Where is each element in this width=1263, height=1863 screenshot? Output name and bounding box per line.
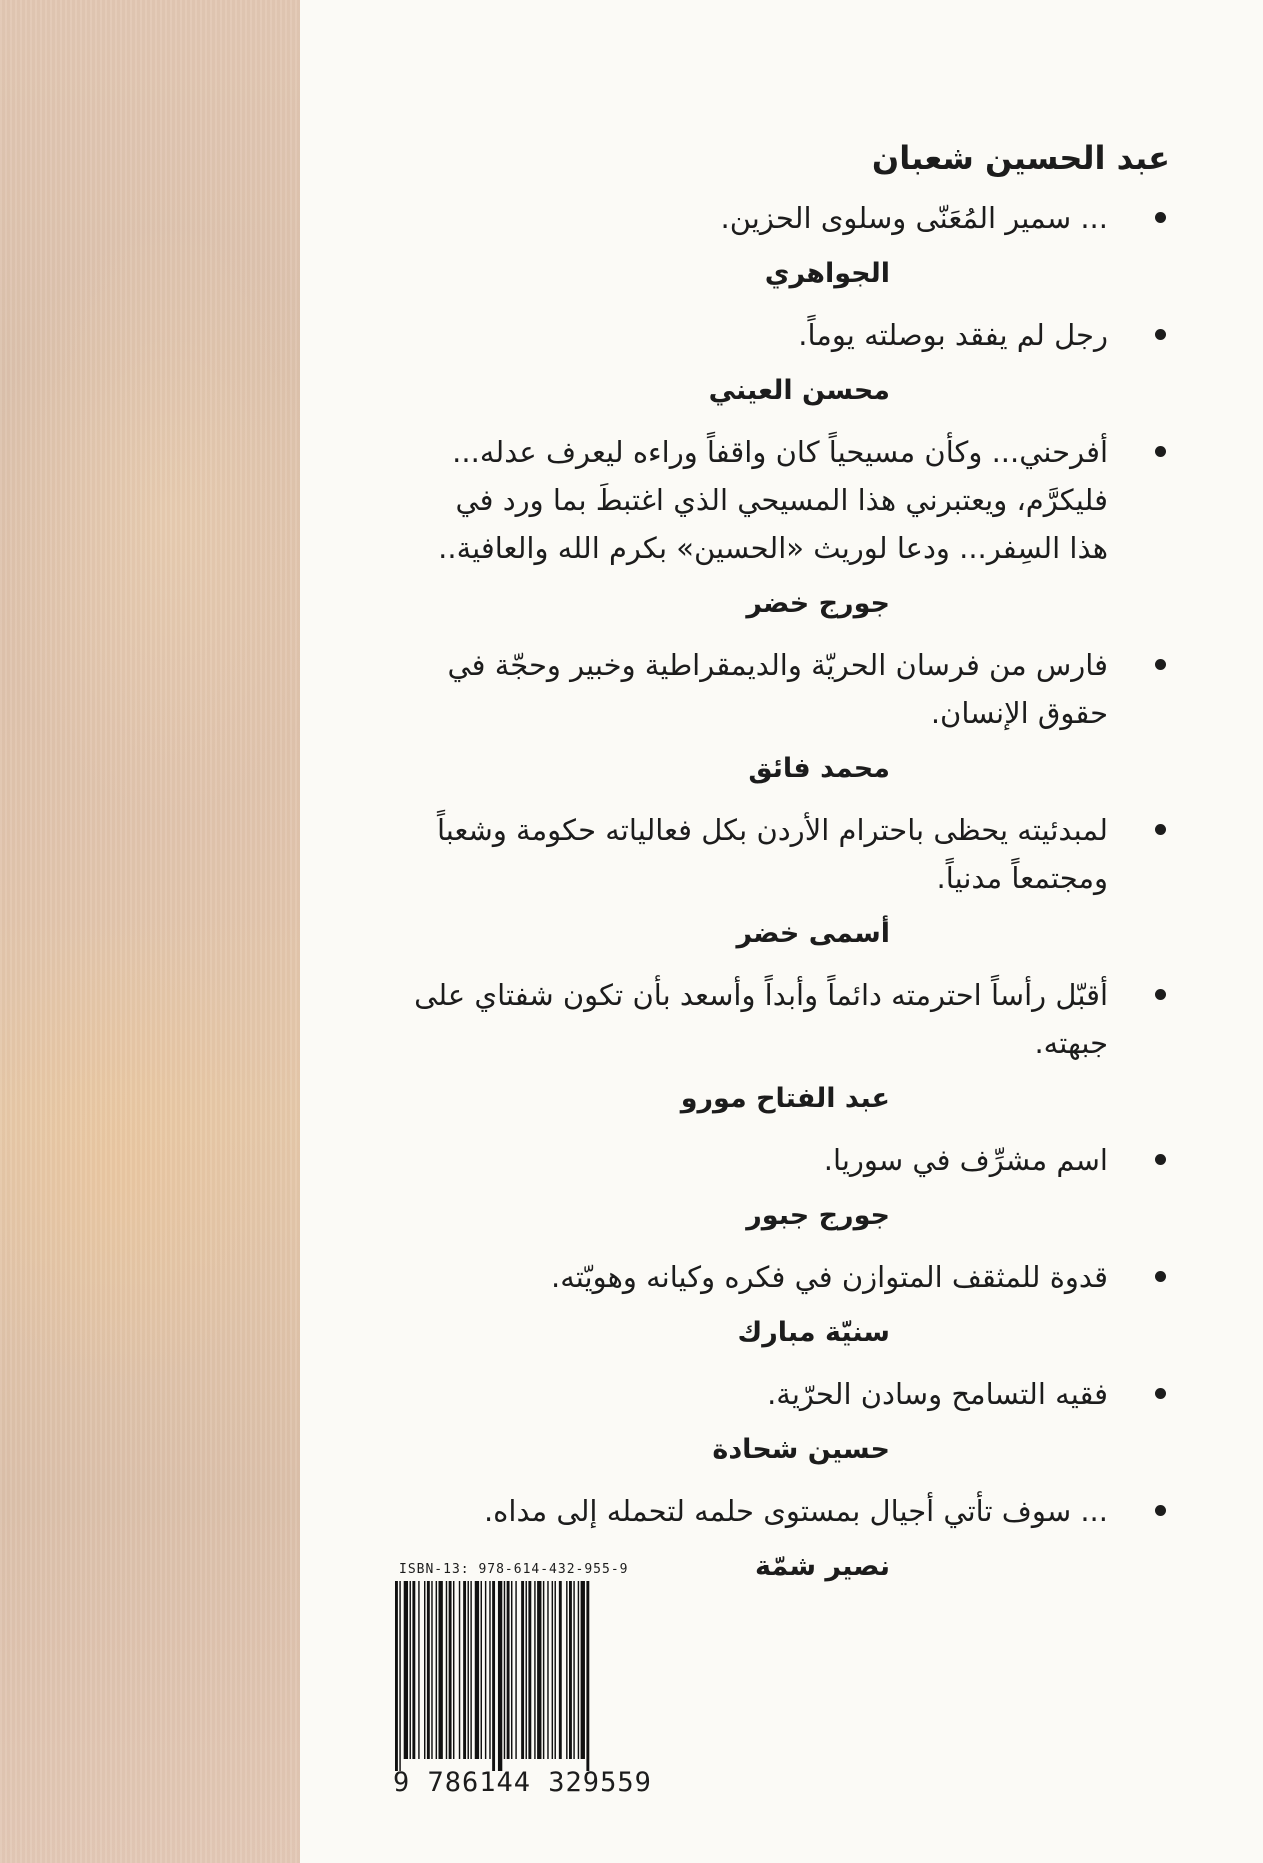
- barcode-bar: [399, 1581, 400, 1771]
- barcode-bar: [463, 1581, 466, 1759]
- barcode-bar: [547, 1581, 548, 1759]
- bullet-icon: [1155, 1154, 1166, 1165]
- bullet-icon: [1155, 212, 1166, 223]
- barcode-bar: [418, 1581, 419, 1759]
- barcode-bar: [559, 1581, 562, 1759]
- testimonial-author: أسمى خضر: [736, 917, 890, 949]
- testimonial: [410, 1370, 1170, 1467]
- barcode-bar: [528, 1581, 531, 1759]
- barcode-bar: [537, 1581, 541, 1759]
- barcode-bar: [410, 1581, 411, 1759]
- testimonial-quote: أفرحني... وكأن مسيحياً كان واقفاً وراءه ليعرف عدله... فليكرَّم، ويعتبرني هذا المسيحي الذي اغتبطَ بما ورد في هذا السِفر... ودعا لوريث «الحسين» بكرم الله والعافية..: [410, 428, 1170, 572]
- bullet-icon: [1155, 659, 1166, 670]
- testimonial-quote: لمبدئيته يحظى باحترام الأردن بكل فعالياته حكومة وشعباً ومجتمعاً مدنياً.: [410, 806, 1170, 902]
- barcode-bar: [566, 1581, 567, 1759]
- testimonial-author: عبد الفتاح مورو: [680, 1083, 890, 1115]
- testimonial-author: الجواهري: [764, 257, 890, 289]
- bullet-icon: [1155, 1388, 1166, 1399]
- testimonial-quote: اسم مشرِّف في سوريا.: [410, 1136, 1170, 1184]
- barcode-bar: [404, 1581, 408, 1759]
- testimonial-quote: فقيه التسامح وسادن الحرّية.: [410, 1370, 1170, 1418]
- bullet-icon: [1155, 824, 1166, 835]
- testimonial: [410, 1136, 1170, 1233]
- barcode-bar: [424, 1581, 425, 1759]
- isbn-digits: 9 786144 329559: [393, 1767, 652, 1798]
- barcode-bar: [586, 1581, 589, 1771]
- barcode-bar: [489, 1581, 490, 1759]
- barcode-bar: [481, 1581, 482, 1759]
- barcode-bar: [504, 1581, 505, 1759]
- barcode-bar: [515, 1581, 516, 1759]
- barcode-bar: [552, 1581, 553, 1759]
- barcode-bars: [393, 1581, 663, 1771]
- testimonial-author: محمد فائق: [748, 752, 890, 784]
- testimonial: [410, 428, 1170, 621]
- barcode-bar: [439, 1581, 443, 1759]
- barcode-bar: [581, 1581, 585, 1759]
- barcode-bar: [395, 1581, 398, 1771]
- barcode-bar: [555, 1581, 556, 1759]
- bullet-icon: [1155, 1505, 1166, 1516]
- testimonials-block: [410, 138, 1170, 1605]
- testimonial-author: سنيّة مبارك: [737, 1317, 890, 1349]
- testimonial-quote: فارس من فرسان الحريّة والديمقراطية وخبير وحجّة في حقوق الإنسان.: [410, 641, 1170, 737]
- barcode-bar: [521, 1581, 524, 1759]
- testimonial-author: نصير شمّة: [755, 1551, 890, 1583]
- testimonial-quote: أقبّل رأساً احترمته دائماً وأبداً وأسعد بأن تكون شفتاي على جبهته.: [410, 971, 1170, 1067]
- testimonial: [410, 641, 1170, 786]
- bullet-icon: [1155, 1271, 1166, 1282]
- barcode-bar: [578, 1581, 579, 1759]
- testimonial: [410, 971, 1170, 1116]
- barcode-bar: [449, 1581, 452, 1759]
- barcode-bar: [534, 1581, 535, 1759]
- book-author-title: عبد الحسين شعبان: [871, 139, 1170, 177]
- barcode-bar: [431, 1581, 432, 1759]
- barcode-bar: [485, 1581, 486, 1759]
- barcode-bar: [498, 1581, 502, 1771]
- testimonial-author: جورج جبور: [746, 1200, 890, 1232]
- barcode-bar: [526, 1581, 527, 1759]
- isbn-barcode: [393, 1562, 666, 1796]
- testimonial-author: حسين شحادة: [712, 1434, 890, 1466]
- testimonial: [410, 311, 1170, 408]
- barcode-bar: [569, 1581, 572, 1759]
- barcode-bar: [470, 1581, 471, 1759]
- bullet-icon: [1155, 989, 1166, 1000]
- barcode-bar: [492, 1581, 495, 1771]
- testimonial: [410, 1253, 1170, 1350]
- barcode-bar: [511, 1581, 512, 1759]
- barcode-bar: [468, 1581, 469, 1759]
- bullet-icon: [1155, 329, 1166, 340]
- barcode-bar: [436, 1581, 437, 1759]
- testimonial-quote: قدوة للمثقف المتوازن في فكره وكيانه وهويّته.: [410, 1253, 1170, 1301]
- barcode-bar: [446, 1581, 447, 1759]
- barcode-bar: [427, 1581, 430, 1759]
- barcode-bar: [475, 1581, 479, 1759]
- barcode-bar: [573, 1581, 574, 1759]
- barcode-bar: [507, 1581, 510, 1759]
- testimonial-quote: ... سمير المُعَنّى وسلوى الحزين.: [410, 194, 1170, 242]
- isbn-label: ISBN-13: 978-614-432-955-9: [399, 1562, 629, 1577]
- testimonial-author: محسن العيني: [708, 374, 890, 406]
- side-strip: [0, 0, 300, 1863]
- barcode-bar: [543, 1581, 544, 1759]
- bullet-icon: [1155, 446, 1166, 457]
- testimonial-quote: رجل لم يفقد بوصلته يوماً.: [410, 311, 1170, 359]
- barcode-bar: [412, 1581, 415, 1759]
- testimonial-author: جورج خضر: [746, 587, 890, 619]
- barcode-bar: [453, 1581, 454, 1759]
- testimonial: [410, 806, 1170, 951]
- testimonial: [410, 194, 1170, 291]
- testimonial-quote: ... سوف تأتي أجيال بمستوى حلمه لتحمله إلى مداه.: [410, 1487, 1170, 1535]
- barcode-bar: [459, 1581, 460, 1759]
